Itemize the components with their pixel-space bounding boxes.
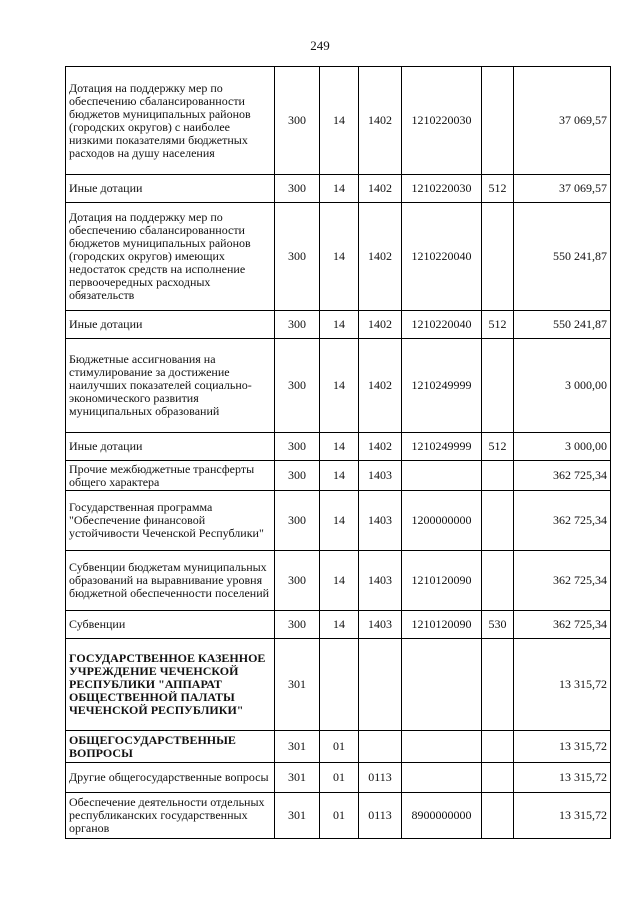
row-sum: 362 725,34 — [514, 551, 611, 611]
row-sum: 362 725,34 — [514, 491, 611, 551]
row-sum: 37 069,57 — [514, 175, 611, 203]
row-section: 01 — [320, 731, 359, 763]
row-subsection: 1403 — [359, 491, 402, 551]
row-name: Бюджетные ассигнования на стимулирование за достижение наилучших показателей социально-экономического развития муниципальных образований — [66, 339, 275, 433]
row-subsection: 1403 — [359, 551, 402, 611]
row-name: Субвенции — [66, 611, 275, 639]
row-target: 1210220030 — [402, 175, 482, 203]
row-subsection: 1402 — [359, 433, 402, 461]
row-sum: 13 315,72 — [514, 793, 611, 839]
row-subsection: 1402 — [359, 203, 402, 311]
table-row — [66, 793, 611, 839]
table-row — [66, 491, 611, 551]
row-target: 8900000000 — [402, 793, 482, 839]
row-subsection: 1402 — [359, 339, 402, 433]
row-name: Дотация на поддержку мер по обеспечению сбалансированности бюджетов муниципальных районов (городских округов) с наиболее низкими показателями бюджетных расходов на душу населения — [66, 67, 275, 175]
row-ministry: 301 — [275, 793, 320, 839]
row-type — [482, 639, 514, 731]
row-type — [482, 339, 514, 433]
row-ministry: 300 — [275, 491, 320, 551]
row-section: 14 — [320, 67, 359, 175]
row-target: 1210220030 — [402, 67, 482, 175]
row-name: Государственная программа "Обеспечение финансовой устойчивости Чеченской Республики" — [66, 491, 275, 551]
row-sum: 13 315,72 — [514, 763, 611, 793]
row-subsection — [359, 731, 402, 763]
row-type — [482, 67, 514, 175]
table-row — [66, 461, 611, 491]
row-name: Иные дотации — [66, 433, 275, 461]
row-name: ОБЩЕГОСУДАРСТВЕННЫЕ ВОПРОСЫ — [66, 731, 275, 763]
row-section: 14 — [320, 551, 359, 611]
row-target: 1200000000 — [402, 491, 482, 551]
row-target — [402, 639, 482, 731]
row-ministry: 300 — [275, 203, 320, 311]
row-sum: 362 725,34 — [514, 611, 611, 639]
table-row — [66, 433, 611, 461]
row-name: Прочие межбюджетные трансферты общего характера — [66, 461, 275, 491]
row-target: 1210220040 — [402, 311, 482, 339]
row-ministry: 300 — [275, 339, 320, 433]
row-subsection: 1402 — [359, 67, 402, 175]
row-section: 14 — [320, 339, 359, 433]
table-row — [66, 551, 611, 611]
row-type — [482, 731, 514, 763]
row-type: 512 — [482, 311, 514, 339]
table-row — [66, 639, 611, 731]
row-target: 1210120090 — [402, 611, 482, 639]
row-subsection: 1403 — [359, 461, 402, 491]
row-ministry: 301 — [275, 731, 320, 763]
row-sum: 3 000,00 — [514, 339, 611, 433]
row-section: 01 — [320, 793, 359, 839]
row-subsection: 0113 — [359, 793, 402, 839]
row-type — [482, 491, 514, 551]
row-subsection: 1402 — [359, 175, 402, 203]
row-target — [402, 763, 482, 793]
row-sum: 550 241,87 — [514, 203, 611, 311]
table-row — [66, 339, 611, 433]
row-type: 512 — [482, 175, 514, 203]
row-target — [402, 461, 482, 491]
row-sum: 37 069,57 — [514, 67, 611, 175]
row-name: Дотация на поддержку мер по обеспечению сбалансированности бюджетов муниципальных районов (городских округов) имеющих недостаток средств на исполнение первоочередных расходных обязательств — [66, 203, 275, 311]
row-type — [482, 793, 514, 839]
row-subsection — [359, 639, 402, 731]
budget-table — [65, 66, 611, 839]
row-type: 530 — [482, 611, 514, 639]
row-type — [482, 763, 514, 793]
row-target — [402, 731, 482, 763]
row-subsection: 1403 — [359, 611, 402, 639]
row-subsection: 1402 — [359, 311, 402, 339]
row-section: 14 — [320, 461, 359, 491]
row-ministry: 300 — [275, 67, 320, 175]
row-ministry: 301 — [275, 763, 320, 793]
row-name: ГОСУДАРСТВЕННОЕ КАЗЕННОЕ УЧРЕЖДЕНИЕ ЧЕЧЕНСКОЙ РЕСПУБЛИКИ "АППАРАТ ОБЩЕСТВЕННОЙ ПАЛАТЫ ЧЕЧЕНСКОЙ РЕСПУБЛИКИ" — [66, 639, 275, 731]
row-name: Другие общегосударственные вопросы — [66, 763, 275, 793]
row-sum: 550 241,87 — [514, 311, 611, 339]
row-target: 1210220040 — [402, 203, 482, 311]
row-ministry: 301 — [275, 639, 320, 731]
row-type — [482, 551, 514, 611]
table-row — [66, 731, 611, 763]
table-row — [66, 203, 611, 311]
row-section: 14 — [320, 433, 359, 461]
row-ministry: 300 — [275, 551, 320, 611]
row-section: 01 — [320, 763, 359, 793]
row-sum: 362 725,34 — [514, 461, 611, 491]
row-ministry: 300 — [275, 461, 320, 491]
row-name: Иные дотации — [66, 175, 275, 203]
row-ministry: 300 — [275, 311, 320, 339]
row-target: 1210120090 — [402, 551, 482, 611]
row-section: 14 — [320, 175, 359, 203]
row-target: 1210249999 — [402, 339, 482, 433]
table-row — [66, 311, 611, 339]
row-section: 14 — [320, 311, 359, 339]
row-ministry: 300 — [275, 433, 320, 461]
row-type — [482, 461, 514, 491]
row-sum: 3 000,00 — [514, 433, 611, 461]
row-type: 512 — [482, 433, 514, 461]
row-section: 14 — [320, 491, 359, 551]
row-ministry: 300 — [275, 175, 320, 203]
row-ministry: 300 — [275, 611, 320, 639]
table-row — [66, 67, 611, 175]
row-target: 1210249999 — [402, 433, 482, 461]
row-name: Обеспечение деятельности отдельных республиканских государственных органов — [66, 793, 275, 839]
table-row — [66, 175, 611, 203]
page-number: 249 — [310, 38, 330, 53]
row-name: Иные дотации — [66, 311, 275, 339]
row-sum: 13 315,72 — [514, 731, 611, 763]
row-section: 14 — [320, 611, 359, 639]
row-name: Субвенции бюджетам муниципальных образований на выравнивание уровня бюджетной обеспеченности поселений — [66, 551, 275, 611]
row-subsection: 0113 — [359, 763, 402, 793]
row-sum: 13 315,72 — [514, 639, 611, 731]
row-type — [482, 203, 514, 311]
table-row — [66, 611, 611, 639]
table-row — [66, 763, 611, 793]
row-section — [320, 639, 359, 731]
row-section: 14 — [320, 203, 359, 311]
